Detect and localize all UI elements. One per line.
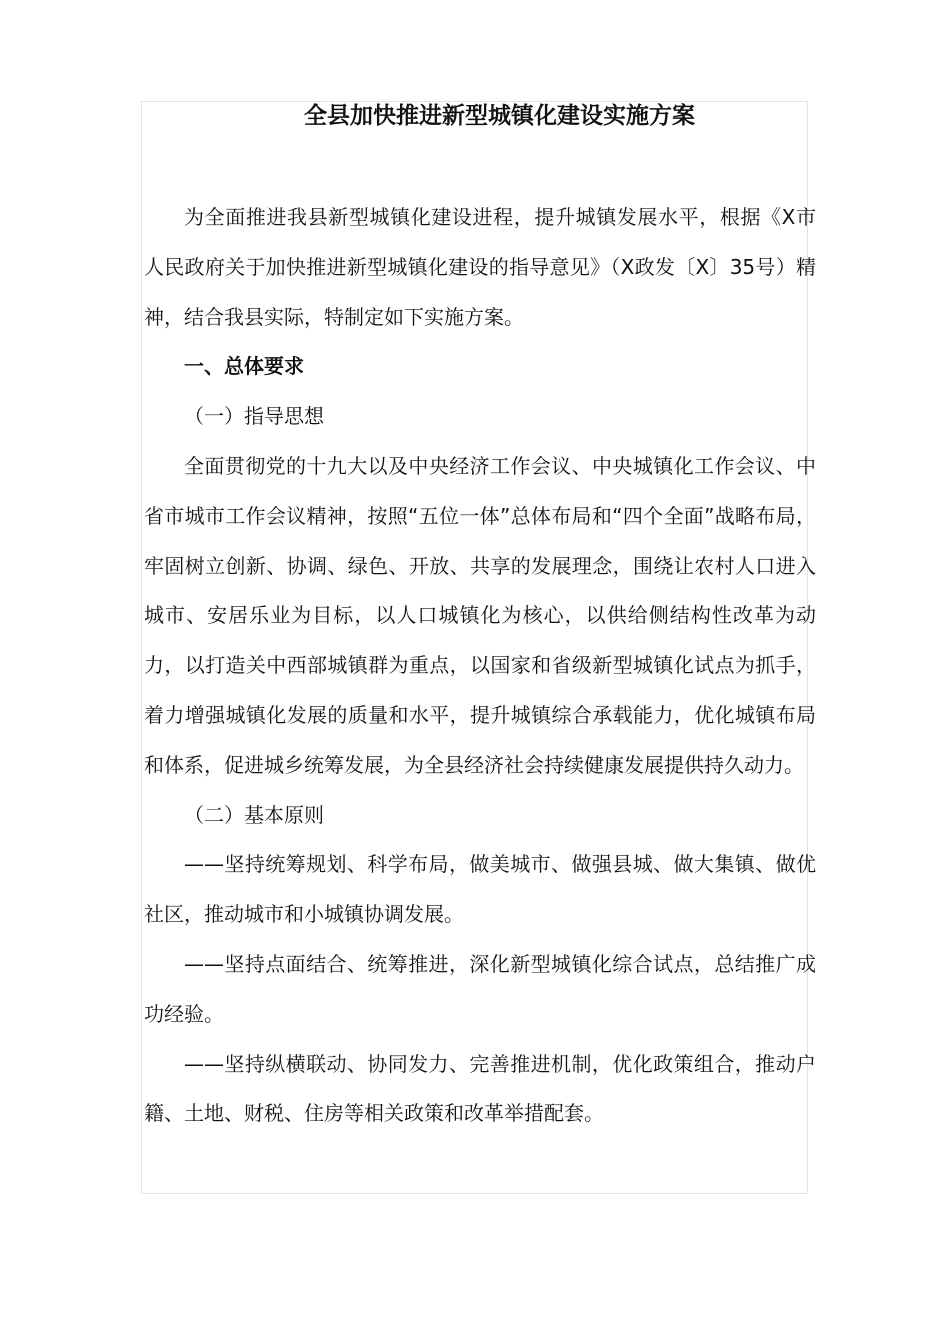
principle-item: ——坚持纵横联动、协同发力、完善推进机制，优化政策组合，推动户籍、土地、财税、住房等相关政策和改革举措配套。 — [144, 1051, 816, 1126]
guiding-ideology-paragraph: 全面贯彻党的十九大以及中央经济工作会议、中央城镇化工作会议、中省市城市工作会议精神，按照“五位一体”总体布局和“四个全面”战略布局，牢固树立创新、协调、绿色、开放、共享的发展理念，围绕让农村人口进入城市、安居乐业为目标，以人口城镇化为核心，以供给侧结构性改革为动力，以打造关中西部城镇群为重点，以国家和省级新型城镇化试点为抓手，着力增强城镇化发展的质量和水平，提升城镇综合承载能力，优化城镇布局和体系，促进城乡统筹发展，为全县经济社会持续健康发展提供持久动力。 — [144, 453, 816, 777]
subsection-heading-guiding-ideology: （一）指导思想 — [184, 404, 324, 429]
section-heading-general-requirements: 一、总体要求 — [184, 354, 304, 379]
principle-item: ——坚持点面结合、统筹推进，深化新型城镇化综合试点，总结推广成功经验。 — [144, 951, 816, 1026]
document-title: 全县加快推进新型城镇化建设实施方案 — [304, 103, 695, 129]
intro-paragraph: 为全面推进我县新型城镇化建设进程，提升城镇发展水平，根据《X市人民政府关于加快推进新型城镇化建设的指导意见》（X政发〔X〕35号）精神，结合我县实际，特制定如下实施方案。 — [144, 205, 816, 329]
document-body — [144, 193, 816, 1139]
principle-item: ——坚持统筹规划、科学布局，做美城市、做强县城、做大集镇、做优社区，推动城市和小城镇协调发展。 — [144, 852, 816, 927]
subsection-heading-basic-principles: （二）基本原则 — [184, 802, 324, 827]
